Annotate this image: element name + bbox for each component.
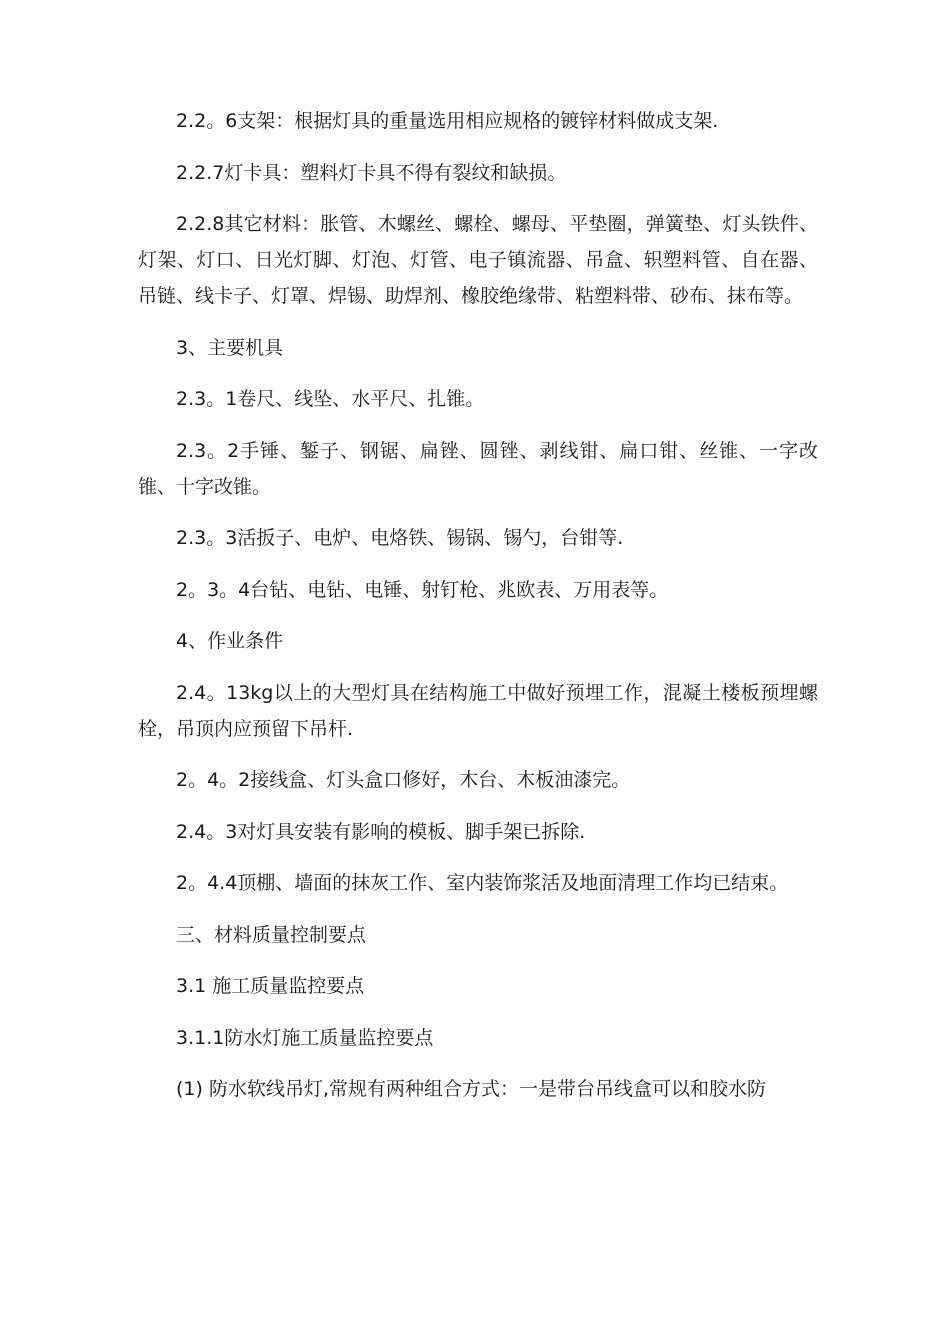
paragraph-item-1: (1) 防水软线吊灯,常规有两种组合方式：一是带台吊线盒可以和胶水防 (176, 1078, 766, 1100)
paragraph-2-4-1: 2.4。13kg以上的大型灯具在结构施工中做好预埋工作，混凝土楼板预埋螺栓，吊顶内应预留下吊杆. (138, 681, 818, 740)
paragraph-2-2-6: 2.2。6支架：根据灯具的重量选用相应规格的镀锌材料做成支架. (176, 110, 719, 132)
section-heading-main-tools: 3、主要机具 (176, 336, 284, 359)
paragraph-2-3-3: 2.3。3活扳子、电炉、电烙铁、锡锅、锡勺，台钳等. (176, 527, 624, 549)
paragraph-3-1-1: 3.1.1防水灯施工质量监控要点 (176, 1026, 434, 1049)
section-heading-material-quality: 三、材料质量控制要点 (176, 923, 367, 946)
paragraph-2-2-7: 2.2.7灯卡具：塑料灯卡具不得有裂纹和缺损。 (176, 161, 567, 184)
paragraph-2-3-4: 2。3。4台钻、电钻、电锤、射钉枪、兆欧表、万用表等。 (176, 578, 669, 601)
paragraph-2-4-3: 2.4。3对灯具安装有影响的模板、脚手架已拆除. (176, 820, 586, 843)
paragraph-3-1: 3.1 施工质量监控要点 (176, 975, 365, 997)
document-body (138, 103, 818, 1123)
paragraph-2-4-2: 2。4。2接线盒、灯头盒口修好，木台、木板油漆完。 (176, 769, 631, 791)
paragraph-2-3-1: 2.3。1卷尺、线坠、水平尺、扎锥。 (176, 388, 485, 410)
section-heading-work-conditions: 4、作业条件 (176, 630, 284, 652)
paragraph-2-3-2: 2.3。2手锤、錾子、钢锯、扁锉、圆锉、剥线钳、扁口钳、丝锥、一字改锥、十字改锥。 (138, 439, 818, 498)
paragraph-2-4-4: 2。4.4顶棚、墙面的抹灰工作、室内装饰浆活及地面清理工作均已结束。 (176, 872, 789, 894)
paragraph-2-2-8: 2.2.8其它材料：胀管、木螺丝、螺栓、螺母、平垫圈，弹簧垫、灯头铁件、灯架、灯口、日光灯脚、灯泡、灯管、电子镇流器、吊盒、轵塑料管、自在器、吊链、线卡子、灯罩、焊锡、助焊剂、橡胶绝缘带、粘塑料带、砂布、抹布等。 (138, 213, 818, 307)
